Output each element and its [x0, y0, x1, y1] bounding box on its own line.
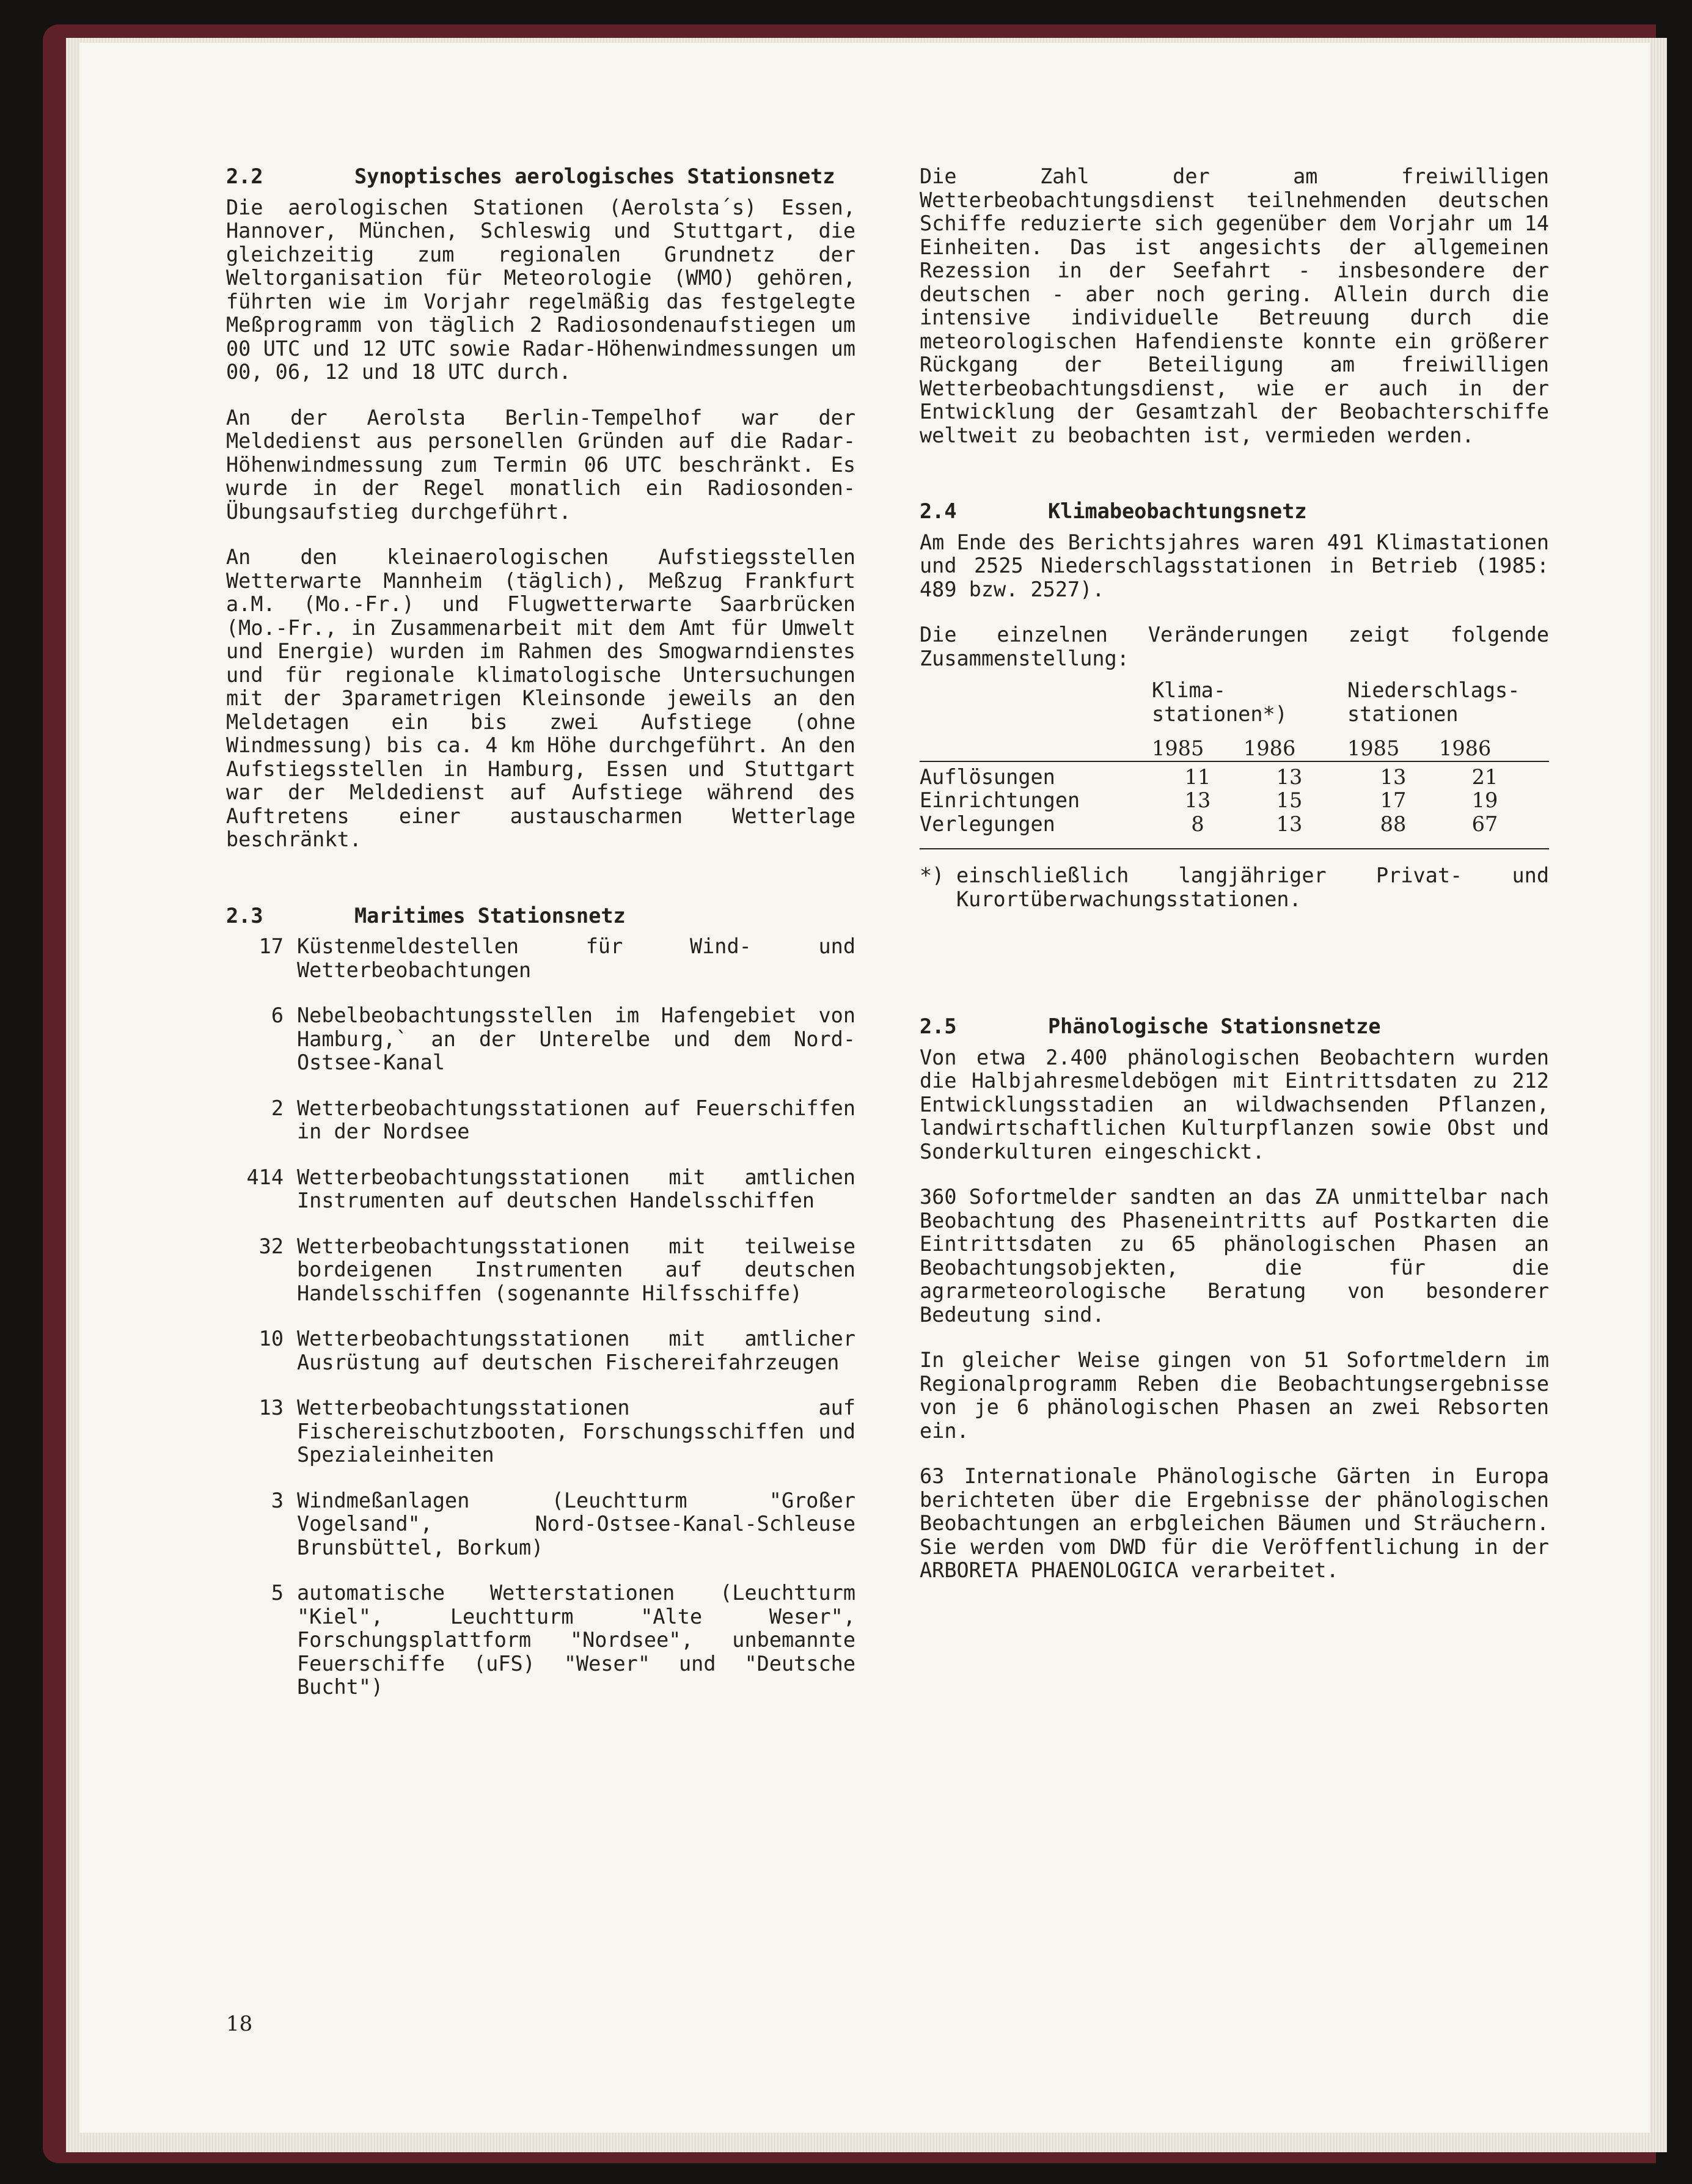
year-cell: 1986	[1243, 736, 1296, 760]
list-count: 13	[258, 1396, 284, 1420]
list-item	[226, 1004, 855, 1075]
section-number: 2.2	[226, 164, 263, 188]
paragraph: Von etwa 2.400 phänologischen Beobachtern wurden die Halbjahresmeldebögen mit Eintrittsdaten zu 212 Entwicklungsstadien an wildwachsenden Pflanzen, landwirtschaftlichen Kulturpflanzen sowie Obst und Sonderkulturen eingeschickt.	[920, 1045, 1549, 1163]
footnote-mark: *)	[920, 863, 945, 887]
list-text: Wetterbeobachtungsstationen mit amtlichen Instrumenten auf deutschen Handelsschiffen	[297, 1165, 855, 1212]
year-cell: 1985	[1347, 736, 1400, 760]
cell: 67	[1471, 812, 1498, 836]
cell: 21	[1471, 764, 1498, 789]
cell: 15	[1276, 788, 1303, 812]
section-number: 2.3	[226, 903, 263, 928]
list-count: 3	[271, 1488, 284, 1512]
paragraph: Die Zahl der am freiwilligen Wetterbeobachtungsdienst teilnehmenden deutschen Schiffe reduzierte sich gegenüber dem Vorjahr um 14 Einheiten. Das ist angesichts der allgemeinen Rezession in der Seefahrt - insbesondere der deutschen - aber noch gering. Allein durch die intensive individuelle Betreuung durch die meteorologischen Hafendienste konnte ein größerer Rückgang der Beteiligung am freiwilligen Wetterbeobachtungsdienst, wie er auch in der Entwicklung der Gesamtzahl der Beobachterschiffe weltweit zu beobachten ist, vermieden werden.	[920, 164, 1549, 447]
cell: 17	[1380, 788, 1407, 812]
paragraph: 360 Sofortmelder sandten an das ZA unmittelbar nach Beobachtung des Phaseneintritts auf Postkarten die Eintrittsdaten zu 65 phänologischen Phasen an Beobachtungsobjekten, die für die agrarmeteorologische Beratung von besonderer Bedeutung sind.	[920, 1185, 1549, 1327]
list-text: Windmeßanlagen (Leuchtturm "Großer Vogelsand", Nord-Ostsee-Kanal-Schleuse Brunsbüttel, Borkum)	[297, 1488, 855, 1559]
table-row	[920, 813, 1549, 837]
section-title: Maritimes Stationsnetz	[354, 903, 626, 928]
paragraph: 63 Internationale Phänologische Gärten in Europa berichteten über die Ergebnisse der phänologischen Beobachtungen an erbgleichen Bäumen und Sträuchern. Sie werden vom DWD für die Veröffentlichung in der ARBORETA PHAENOLOGICA verarbeitet.	[920, 1464, 1549, 1582]
list-item	[226, 1327, 855, 1374]
list-count: 32	[258, 1234, 284, 1258]
cell: 13	[1380, 764, 1407, 789]
row-label: Auflösungen	[920, 764, 1055, 789]
cell: 19	[1471, 788, 1498, 812]
list-count: 17	[258, 934, 284, 958]
list-item	[226, 1166, 855, 1213]
list-item	[226, 1097, 855, 1144]
table-row	[920, 766, 1549, 790]
section-heading-2-2	[226, 165, 855, 189]
table-header	[920, 679, 1549, 726]
cell: 13	[1276, 764, 1303, 789]
list-count: 10	[258, 1327, 284, 1350]
section-title: Klimabeobachtungsnetz	[1048, 499, 1307, 523]
list-item	[226, 935, 855, 982]
page-number: 18	[226, 2012, 253, 2036]
list-count: 6	[271, 1003, 284, 1027]
cell: 13	[1276, 812, 1303, 836]
table-years	[920, 737, 1549, 762]
year-cell: 1986	[1439, 736, 1492, 760]
cell: 88	[1380, 812, 1407, 836]
list-text: Küstenmeldestellen für Wind- und Wetterbeobachtungen	[297, 934, 855, 982]
list-count: 2	[271, 1096, 284, 1120]
paragraph: An der Aerolsta Berlin-Tempelhof war der Meldedienst aus personellen Gründen auf die Radar-Höhenwindmessung zum Termin 06 UTC beschränkt. Es wurde in der Regel monatlich ein Radiosonden-Übungsaufstieg durchgeführt.	[226, 405, 855, 524]
list-text: Wetterbeobachtungsstationen auf Feuerschiffen in der Nordsee	[297, 1096, 855, 1143]
paragraph: Die aerologischen Stationen (Aerolsta´s) Essen, Hannover, München, Schleswig und Stuttgart, die gleichzeitig zum regionalen Grundnetz der Weltorganisation für Meteorologie (WMO) gehören, führten wie im Vorjahr regelmäßig das festgelegte Meßprogramm von täglich 2 Radiosondenaufstiegen um 00 UTC und 12 UTC sowie Radar-Höhenwindmessungen um 00, 06, 12 und 18 UTC durch.	[226, 195, 855, 384]
table-header-niederschlag: Niederschlags- stationen	[1347, 678, 1520, 726]
list-count: 5	[271, 1581, 284, 1605]
list-text: Wetterbeobachtungsstationen mit amtlicher Ausrüstung auf deutschen Fischereifahrzeugen	[297, 1327, 855, 1374]
list-count: 414	[246, 1165, 284, 1189]
paragraph: Am Ende des Berichtsjahres waren 491 Klimastationen und 2525 Niederschlagsstationen in Betrieb (1985: 489 bzw. 2527).	[920, 530, 1549, 601]
paragraph: In gleicher Weise gingen von 51 Sofortmeldern im Regionalprogramm Reben die Beobachtungsergebnisse von je 6 phänologischen Phasen an zwei Rebsorten ein.	[920, 1348, 1549, 1443]
cell: 13	[1184, 788, 1211, 812]
table-rule	[920, 848, 1549, 849]
table-header-klima: Klima- stationen*)	[1152, 678, 1287, 726]
cell: 8	[1191, 812, 1204, 836]
row-label: Einrichtungen	[920, 788, 1080, 812]
section-heading-2-4	[920, 500, 1549, 524]
right-column	[920, 165, 1549, 1605]
section-title: Phänologische Stationsnetze	[1048, 1014, 1381, 1038]
list-text: Wetterbeobachtungsstationen mit teilweise bordeigenen Instrumenten auf deutschen Handelsschiffen (sogenannte Hilfsschiffe)	[297, 1234, 855, 1305]
footnote	[920, 864, 1549, 911]
section-number: 2.5	[920, 1014, 957, 1038]
row-label: Verlegungen	[920, 812, 1055, 836]
stations-table	[920, 679, 1549, 849]
cell: 11	[1184, 764, 1211, 789]
list-item	[226, 1235, 855, 1306]
paragraph: An den kleinaerologischen Aufstiegsstellen Wetterwarte Mannheim (täglich), Meßzug Frankfurt a.M. (Mo.-Fr.) und Flugwetterwarte Saarbrücken (Mo.-Fr., in Zusammenarbeit mit dem Amt für Umwelt und Energie) wurden im Rahmen des Smogwarndienstes und für regionale klimatologische Untersuchungen mit der 3parametrigen Kleinsonde jeweils an den Meldetagen ein bis zwei Aufstiege (ohne Windmessung) bis ca. 4 km Höhe durchgeführt. An den Aufstiegsstellen in Hamburg, Essen und Stuttgart war der Meldedienst auf Aufstiege während des Auftretens einer austauscharmen Wetterlage beschränkt.	[226, 545, 855, 851]
section-heading-2-5	[920, 1015, 1549, 1039]
list-text: automatische Wetterstationen (Leuchtturm "Kiel", Leuchtturm "Alte Weser", Forschungsplattform "Nordsee", unbemannte Feuerschiffe (uFS) "Weser" und "Deutsche Bucht")	[297, 1581, 855, 1699]
section-title: Synoptisches aerologisches Stationsnetz	[354, 164, 835, 188]
list-item	[226, 1489, 855, 1560]
table-row	[920, 789, 1549, 813]
section-number: 2.4	[920, 499, 957, 523]
paragraph: Die einzelnen Veränderungen zeigt folgende Zusammenstellung:	[920, 623, 1549, 670]
list-text: Nebelbeobachtungsstellen im Hafengebiet von Hamburg,` an der Unterelbe und dem Nord-Ostsee-Kanal	[297, 1003, 855, 1074]
footnote-text: einschließlich langjähriger Privat- und Kurortüberwachungsstationen.	[956, 863, 1549, 911]
left-column	[226, 165, 855, 1721]
list-text: Wetterbeobachtungsstationen auf Fischereischutzbooten, Forschungsschiffen und Spezialeinheiten	[297, 1396, 855, 1467]
list-item	[226, 1396, 855, 1467]
list-item	[226, 1581, 855, 1699]
year-cell: 1985	[1152, 736, 1204, 760]
section-heading-2-3	[226, 904, 855, 928]
